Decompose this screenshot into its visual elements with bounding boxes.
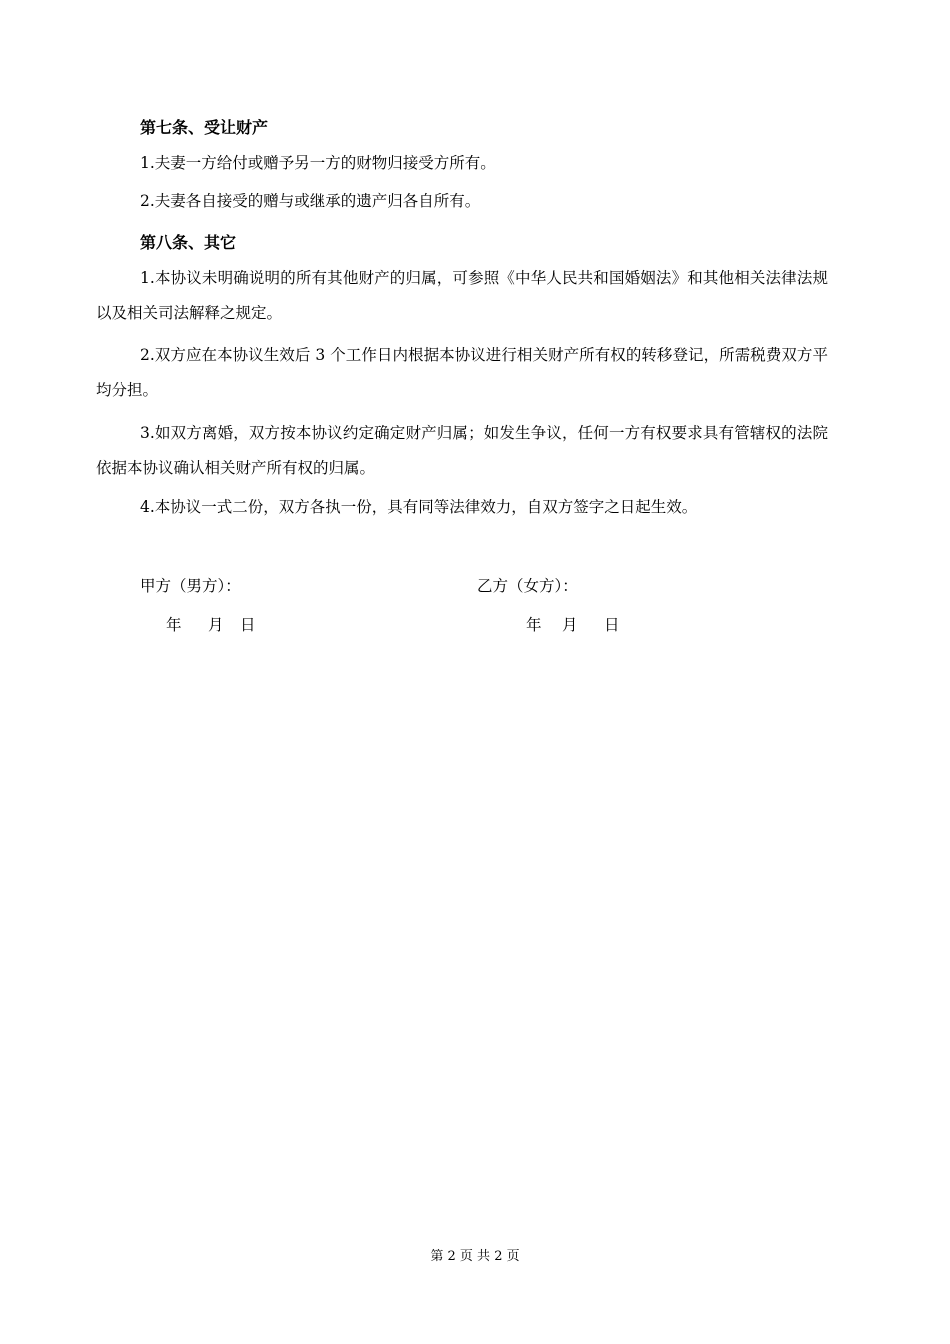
article-8-item-3: 3.如双方离婚，双方按本协议约定确定财产归属；如发生争议，任何一方有权要求具有管辖权的法院依据本协议确认相关财产所有权的归属。 bbox=[96, 424, 828, 477]
party-b-year: 年 bbox=[526, 616, 542, 634]
article-7-heading: 第七条、受让财产 bbox=[140, 118, 269, 137]
page-footer: 第 2 页 共 2 页 bbox=[430, 1249, 520, 1264]
party-b-day: 日 bbox=[604, 616, 620, 634]
party-a-date-line bbox=[166, 615, 256, 635]
party-a-day: 日 bbox=[240, 616, 256, 634]
article-7-item-1: 1.夫妻一方给付或赠予另一方的财物归接受方所有。 bbox=[140, 154, 496, 172]
party-a-signature-label: 甲方（男方）： bbox=[140, 577, 241, 595]
article-8-item-1: 1.本协议未明确说明的所有其他财产的归属，可参照《中华人民共和国婚姻法》和其他相关法律法规以及相关司法解释之规定。 bbox=[96, 269, 828, 322]
party-b-month: 月 bbox=[562, 616, 578, 634]
article-8-heading: 第八条、其它 bbox=[140, 233, 237, 252]
article-7-item-2: 2.夫妻各自接受的赠与或继承的遗产归各自所有。 bbox=[140, 192, 481, 210]
article-8-item-4: 4.本协议一式二份，双方各执一份，具有同等法律效力，自双方签字之日起生效。 bbox=[140, 498, 698, 516]
party-a-year: 年 bbox=[166, 616, 182, 634]
party-a-month: 月 bbox=[208, 616, 224, 634]
article-8-item-2: 2.双方应在本协议生效后 3 个工作日内根据本协议进行相关财产所有权的转移登记，所需税费双方平均分担。 bbox=[96, 346, 828, 399]
party-b-date-line bbox=[526, 615, 620, 635]
party-b-signature-label: 乙方（女方）： bbox=[477, 577, 578, 595]
